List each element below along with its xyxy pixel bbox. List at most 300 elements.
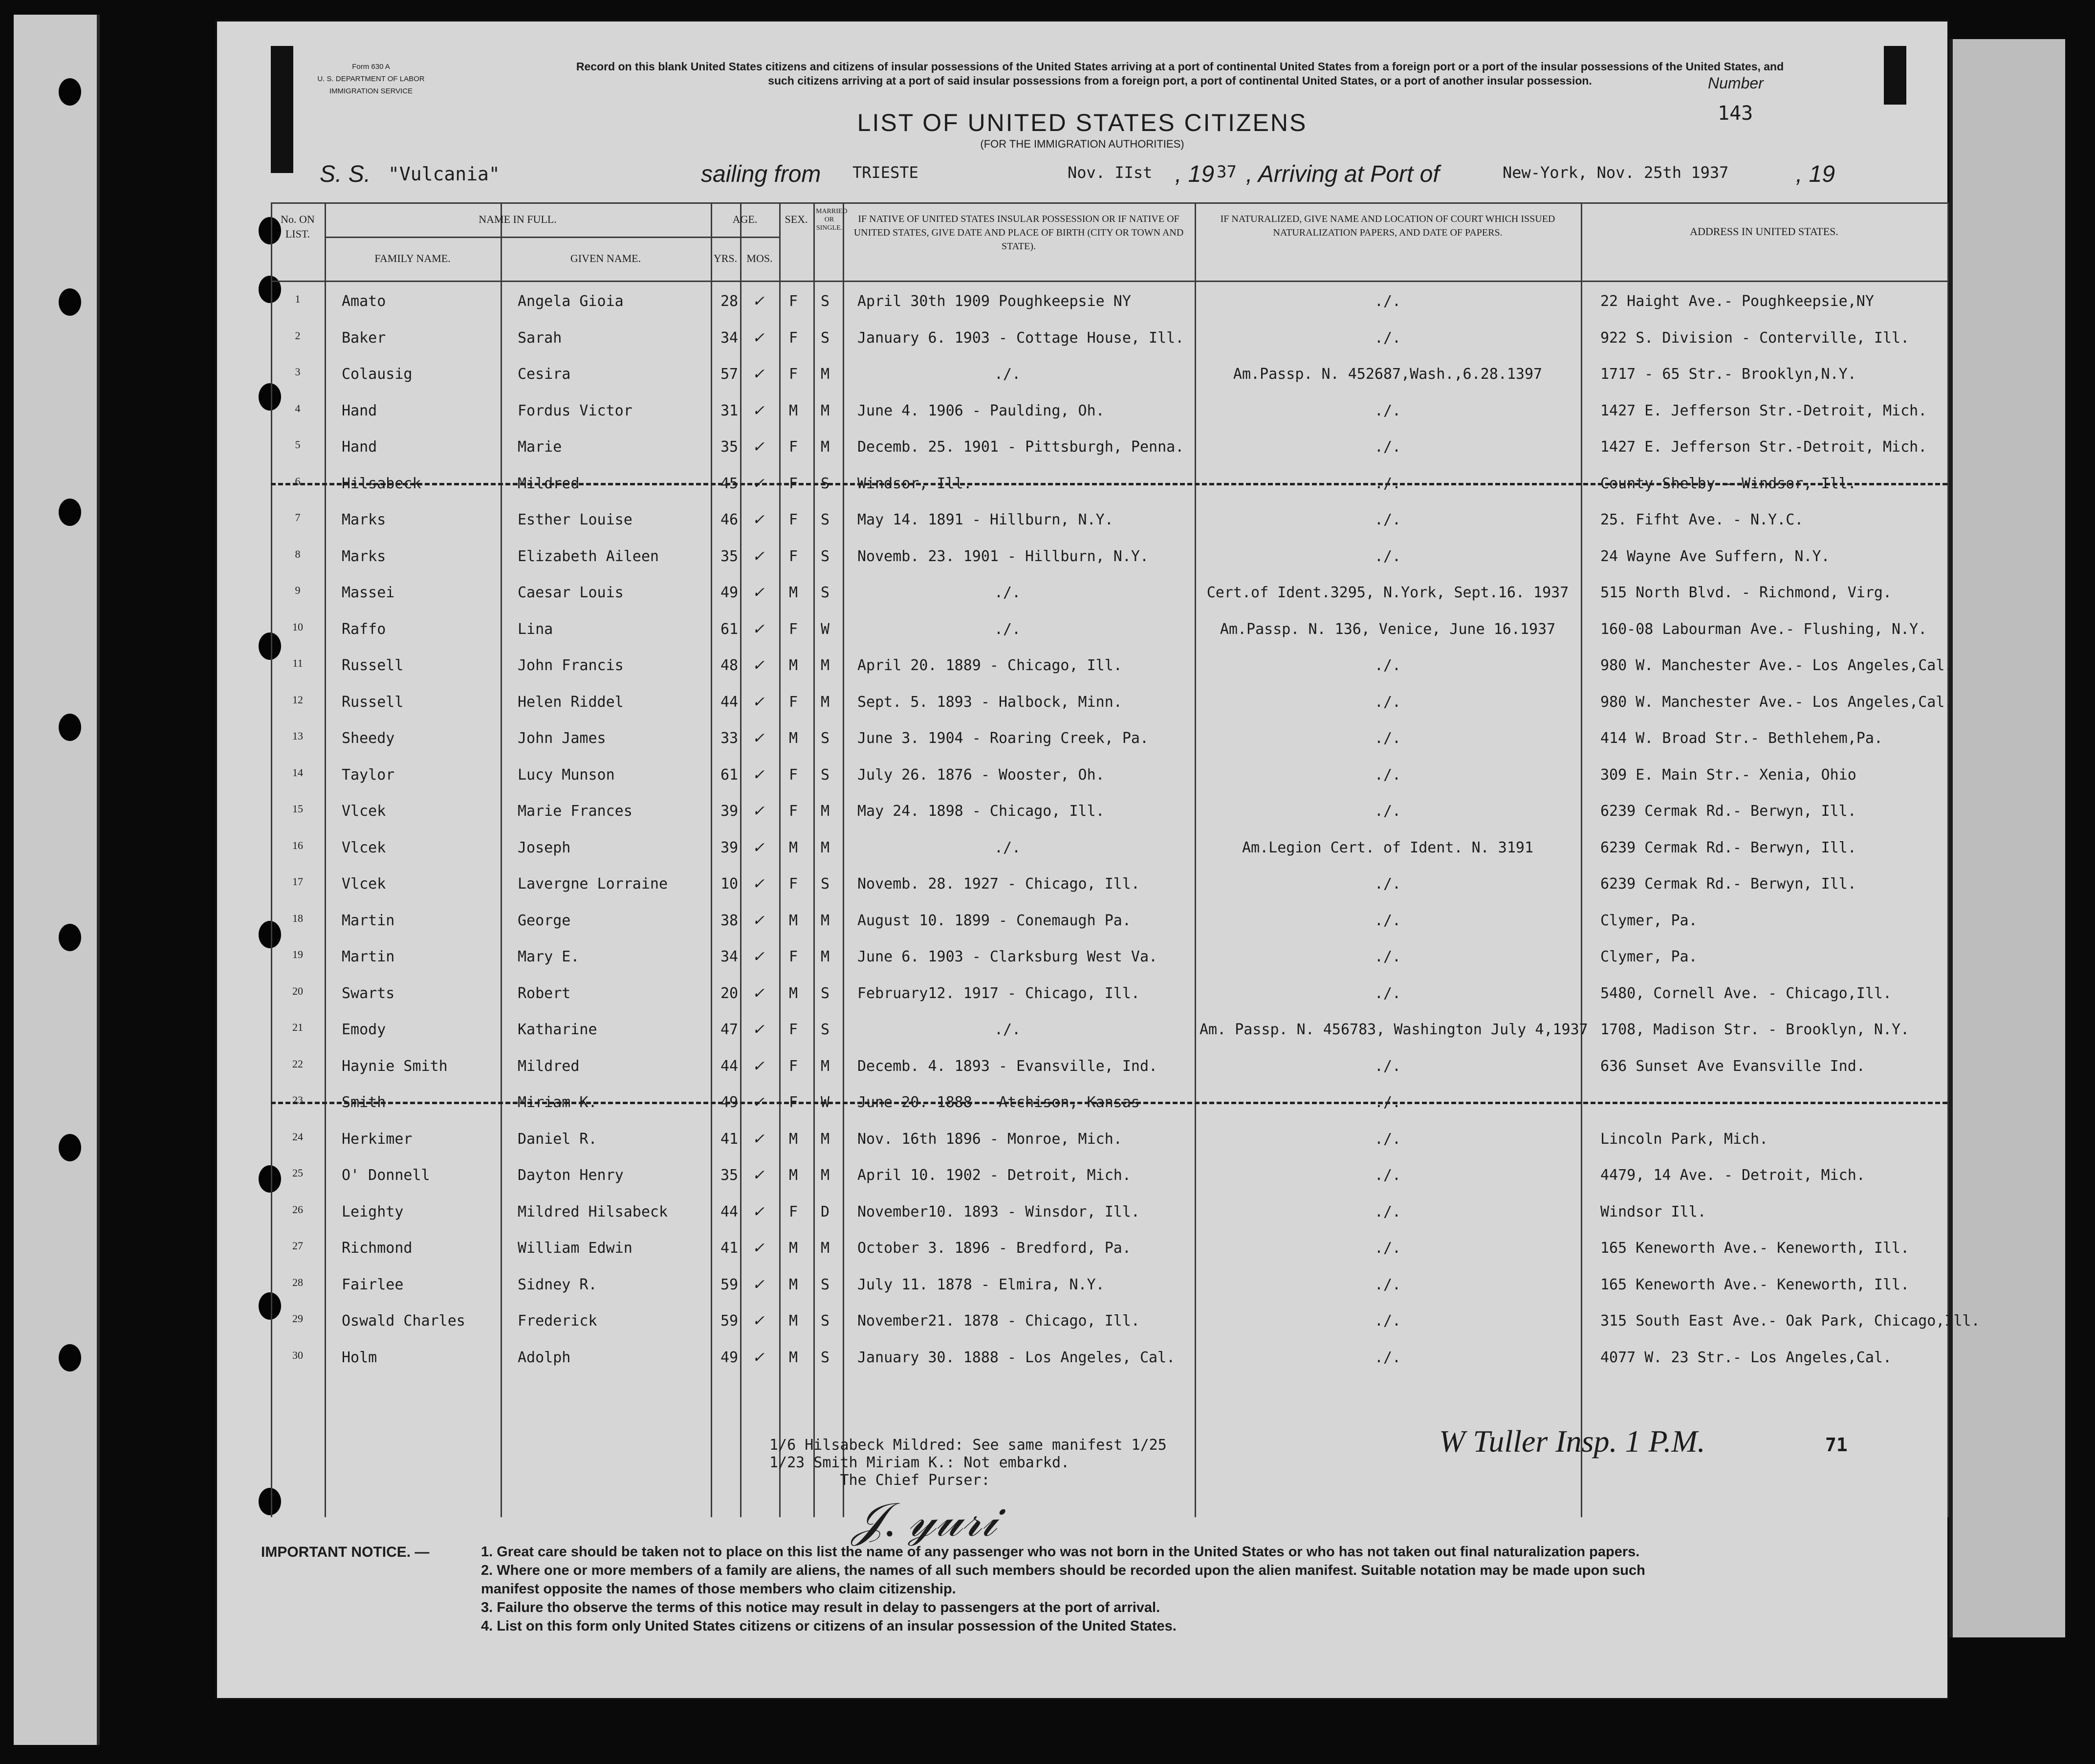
marital-status: M (821, 366, 830, 383)
marital-status: M (821, 803, 830, 820)
check-mark: ✓ (752, 730, 765, 746)
sex: F (789, 766, 798, 784)
family-name: Colausig (342, 366, 413, 383)
age-years: 49 (720, 584, 739, 601)
family-name: Fairlee (342, 1276, 404, 1293)
header-name-in-full: NAME IN FULL. (479, 213, 557, 225)
binder-strip (14, 15, 100, 1745)
row-number: 5 (295, 438, 301, 451)
address: 25. Fifht Ave. - N.Y.C. (1600, 511, 1804, 528)
page-title: LIST OF UNITED STATES CITIZENS (857, 109, 1308, 136)
age-years: 41 (720, 1240, 739, 1257)
check-mark: ✓ (752, 1349, 765, 1366)
family-name: Haynie Smith (342, 1057, 448, 1075)
year-suffix: 37 (1217, 162, 1237, 182)
family-name: Smith (342, 1094, 386, 1111)
given-name: Marie Frances (518, 803, 633, 820)
adjacent-page-edge (1948, 39, 2065, 1637)
birth-info: June 6. 1903 - Clarksburg West Va. (857, 948, 1158, 965)
inspector-signature: W Tuller Insp. 1 P.M. (1439, 1424, 1705, 1459)
sex: F (789, 1021, 798, 1038)
check-mark: ✓ (752, 803, 765, 819)
marital-status: S (821, 1021, 830, 1038)
marital-status: M (821, 948, 830, 965)
check-mark: ✓ (752, 621, 765, 637)
table-row (271, 693, 1954, 730)
birth-info: February12. 1917 - Chicago, Ill. (857, 984, 1140, 1002)
given-name: Esther Louise (518, 511, 633, 528)
marital-status: D (821, 1203, 830, 1220)
form-number: Form 630 A (352, 63, 390, 71)
marital-status: S (821, 293, 830, 310)
check-mark: ✓ (752, 329, 765, 346)
birth-info: July 11. 1878 - Elmira, N.Y. (857, 1276, 1105, 1293)
birth-info: January 30. 1888 - Los Angeles, Cal. (857, 1349, 1176, 1366)
given-name: Mary E. (518, 948, 580, 965)
check-mark: ✓ (752, 1167, 765, 1183)
family-name: Herkimer (342, 1130, 413, 1148)
naturalization-info: ./. (1374, 693, 1401, 711)
marital-status: M (821, 1167, 830, 1184)
age-years: 39 (720, 803, 739, 820)
check-mark: ✓ (752, 839, 765, 856)
family-name: Leighty (342, 1203, 404, 1220)
marital-status: S (821, 984, 830, 1002)
sex: M (789, 1312, 798, 1329)
row-number: 6 (295, 475, 301, 487)
birth-info: Windsor, Ill. (857, 475, 972, 492)
sex: F (789, 1203, 798, 1220)
strike-through-line (271, 483, 1947, 485)
address: 4479, 14 Ave. - Detroit, Mich. (1600, 1167, 1865, 1184)
table-row (271, 985, 1947, 1022)
age-years: 46 (720, 511, 739, 528)
marital-status: S (821, 1276, 830, 1293)
passenger-table (271, 202, 1980, 1517)
row-number: 7 (295, 511, 301, 523)
check-mark: ✓ (752, 766, 765, 783)
family-name: Marks (342, 511, 386, 528)
address: Lincoln Park, Mich. (1600, 1130, 1768, 1148)
naturalization-info: ./. (1374, 657, 1401, 674)
age-years: 20 (720, 984, 739, 1002)
table-row (271, 548, 1947, 585)
birth-info: ./. (994, 620, 1021, 638)
address: 4077 W. 23 Str.- Los Angeles,Cal. (1600, 1349, 1892, 1366)
check-mark: ✓ (752, 512, 765, 528)
sailing-label: sailing from (701, 161, 821, 187)
family-name: Hilsabeck (342, 475, 421, 492)
marital-status: S (821, 547, 830, 565)
address: 315 South East Ave.- Oak Park, Chicago,Ill. (1600, 1312, 1980, 1329)
table-row (271, 1094, 1947, 1131)
given-name: Mildred (518, 475, 580, 492)
age-years: 44 (720, 1203, 739, 1220)
age-years: 38 (720, 912, 739, 929)
notice-title: IMPORTANT NOTICE. — (261, 1544, 430, 1560)
age-years: 44 (720, 1057, 739, 1075)
given-name: Caesar Louis (518, 584, 624, 601)
marital-status: M (821, 912, 830, 929)
family-name: Marks (342, 547, 386, 565)
sex: M (789, 984, 798, 1002)
family-name: Hand (342, 402, 377, 419)
table-row (271, 438, 1947, 475)
sex: F (789, 1094, 798, 1111)
row-number: 17 (292, 875, 303, 888)
row-number: 4 (295, 402, 301, 414)
table-row (271, 511, 1947, 548)
notes: 1/6 Hilsabeck Mildred: See same manifest 1/25 1/23 Smith Miriam K.: Not embarkd. The Chief Purser: (769, 1437, 1167, 1489)
sex: M (789, 584, 798, 601)
birth-info: Novemb. 23. 1901 - Hillburn, N.Y. (857, 547, 1149, 565)
check-mark: ✓ (752, 912, 765, 929)
naturalization-info: ./. (1374, 1312, 1401, 1329)
given-name: John James (518, 730, 606, 747)
given-name: Sidney R. (518, 1276, 597, 1293)
marital-status: M (821, 1240, 830, 1257)
row-number: 22 (292, 1057, 303, 1070)
given-name: Helen Riddel (518, 693, 624, 711)
marital-status: W (821, 620, 830, 638)
check-mark: ✓ (752, 694, 765, 710)
address: 309 E. Main Str.- Xenia, Ohio (1600, 766, 1856, 784)
header-naturalized: IF NATURALIZED, GIVE NAME AND LOCATION OF COURT WHICH ISSUED NATURALIZATION PAPERS, AND DATE OF PAPERS. (1220, 214, 1555, 238)
family-name: Oswald Charles (342, 1312, 465, 1329)
birth-info: Sept. 5. 1893 - Halbock, Minn. (857, 693, 1122, 711)
family-name: Baker (342, 329, 386, 347)
binder-hole (59, 714, 81, 741)
table-row (271, 766, 1947, 803)
address: Windsor Ill. (1600, 1203, 1706, 1220)
header-no: No. ON LIST. (281, 213, 315, 240)
header-yrs: YRS. (713, 252, 738, 264)
family-name: Hand (342, 438, 377, 456)
family-name: Sheedy (342, 730, 395, 747)
given-name: Lina (518, 620, 553, 638)
family-name: Raffo (342, 620, 386, 638)
naturalization-info: Am. Passp. N. 456783, Washington July 4,1937 (1200, 1021, 1588, 1038)
family-name: Russell (342, 657, 404, 674)
naturalization-info: ./. (1374, 329, 1401, 347)
address: 1717 - 65 Str.- Brooklyn,N.Y. (1600, 366, 1856, 383)
birth-info: June 20. 1888 - Atchison, Kansas (857, 1094, 1140, 1111)
naturalization-info: ./. (1374, 730, 1401, 747)
row-number: 27 (292, 1240, 303, 1252)
family-name: Richmond (342, 1240, 413, 1257)
sex: M (789, 402, 798, 419)
given-name: Katharine (518, 1021, 597, 1038)
row-number: 16 (292, 839, 303, 851)
sex: M (789, 839, 798, 856)
given-name: John Francis (518, 657, 624, 674)
sex: F (789, 438, 798, 456)
header-given: GIVEN NAME. (570, 252, 641, 264)
naturalization-info: ./. (1374, 511, 1401, 528)
given-name: Lucy Munson (518, 766, 615, 784)
header-family: FAMILY NAME. (374, 252, 451, 264)
binder-hole (59, 924, 81, 951)
address: 515 North Blvd. - Richmond, Virg. (1600, 584, 1892, 601)
sex: M (789, 912, 798, 929)
check-mark: ✓ (752, 1058, 765, 1074)
marital-status: S (821, 766, 830, 784)
naturalization-info: ./. (1374, 1349, 1401, 1366)
age-years: 44 (720, 693, 739, 711)
sex: F (789, 693, 798, 711)
address: 6239 Cermak Rd.- Berwyn, Ill. (1600, 803, 1856, 820)
sex: F (789, 366, 798, 383)
marital-status: S (821, 511, 830, 528)
address: Clymer, Pa. (1600, 912, 1698, 929)
address: 165 Keneworth Ave.- Keneworth, Ill. (1600, 1240, 1910, 1257)
table-row (271, 293, 1947, 329)
table-row (271, 1240, 1947, 1276)
address: 165 Keneworth Ave.- Keneworth, Ill. (1600, 1276, 1910, 1293)
notice-item: 2. Where one or more members of a family are aliens, the names of all such members should be recorded upon the alien manifest. Suitable notation may be made upon such (481, 1563, 1645, 1578)
address: 22 Haight Ave.- Poughkeepsie,NY (1600, 293, 1874, 310)
page-subtitle: (FOR THE IMMIGRATION AUTHORITIES) (980, 138, 1184, 150)
number-label: Number (1708, 74, 1764, 92)
birth-info: May 24. 1898 - Chicago, Ill. (857, 803, 1105, 820)
sex: M (789, 1130, 798, 1148)
family-name: Massei (342, 584, 395, 601)
table-row (271, 839, 1947, 876)
naturalization-info: ./. (1374, 1167, 1401, 1184)
table-row (271, 912, 1947, 949)
naturalization-info: ./. (1374, 948, 1401, 965)
row-number: 19 (292, 948, 303, 960)
address: 1427 E. Jefferson Str.-Detroit, Mich. (1600, 402, 1927, 419)
address: 6239 Cermak Rd.- Berwyn, Ill. (1600, 875, 1856, 893)
sex: F (789, 875, 798, 893)
binder-hole (59, 1344, 81, 1372)
given-name: Frederick (518, 1312, 597, 1329)
birth-info: October 3. 1896 - Bredford, Pa. (857, 1240, 1131, 1257)
table-row (271, 1312, 1980, 1349)
sex: F (789, 511, 798, 528)
marital-status: S (821, 584, 830, 601)
sex: M (789, 1349, 798, 1366)
marital-status: M (821, 657, 830, 674)
row-number: 21 (292, 1021, 303, 1033)
naturalization-info: ./. (1374, 912, 1401, 929)
check-mark: ✓ (752, 949, 765, 965)
naturalization-info: ./. (1374, 875, 1401, 893)
age-years: 59 (720, 1276, 739, 1293)
birth-info: Novemb. 28. 1927 - Chicago, Ill. (857, 875, 1140, 893)
check-mark: ✓ (752, 1313, 765, 1329)
address: 1708, Madison Str. - Brooklyn, N.Y. (1600, 1021, 1910, 1038)
naturalization-info: ./. (1374, 402, 1401, 419)
year-end: , 19 (1796, 161, 1835, 187)
address: 24 Wayne Ave Suffern, N.Y. (1600, 547, 1830, 565)
given-name: Dayton Henry (518, 1167, 624, 1184)
record-note: Record on this blank United States citizens and citizens of insular possessions of the United States arriving at a port of continental United States from a foreign port or a port of the insular possessions of the United States, and such citizens arriving at a port of said insular possessions from a foreign port, a port of continental United States, or a port of another insular possession. (576, 60, 1784, 87)
binder-hole (59, 78, 81, 106)
given-name: Angela Gioia (518, 293, 624, 310)
age-years: 34 (720, 329, 739, 347)
check-mark: ✓ (752, 366, 765, 382)
age-years: 28 (720, 293, 739, 310)
check-mark: ✓ (752, 1022, 765, 1038)
sex: F (789, 803, 798, 820)
naturalization-info: ./. (1374, 475, 1401, 492)
given-name: Cesira (518, 366, 571, 383)
row-number: 9 (295, 584, 301, 596)
notice-items (481, 1543, 1918, 1635)
address: 414 W. Broad Str.- Bethlehem,Pa. (1600, 730, 1883, 747)
birth-info: April 10. 1902 - Detroit, Mich. (857, 1167, 1131, 1184)
row-number: 24 (292, 1130, 303, 1143)
page-number: 71 (1825, 1434, 1848, 1456)
table-row (271, 1203, 1947, 1240)
ss-label: S. S. (320, 161, 371, 187)
birth-info: April 30th 1909 Poughkeepsie NY (857, 293, 1131, 310)
birth-info: November21. 1878 - Chicago, Ill. (857, 1312, 1140, 1329)
binder-hole (59, 499, 81, 526)
check-mark: ✓ (752, 585, 765, 601)
row-number: 3 (295, 366, 301, 378)
sex: F (789, 948, 798, 965)
form-dept: U. S. DEPARTMENT OF LABOR (317, 75, 425, 83)
age-years: 35 (720, 1167, 739, 1184)
header-age: AGE. (732, 213, 758, 225)
table-row (271, 657, 1954, 694)
header-sex: SEX. (785, 213, 808, 225)
family-name: Martin (342, 912, 395, 929)
notice-item: 3. Failure tho observe the terms of this notice may result in delay to passengers at the port of arrival. (481, 1600, 1160, 1615)
naturalization-info: ./. (1374, 1094, 1401, 1111)
given-name: Miriam K. (518, 1094, 597, 1111)
table-row (271, 1131, 1947, 1167)
row-number: 8 (295, 547, 301, 560)
birth-info: May 14. 1891 - Hillburn, N.Y. (857, 511, 1113, 528)
row-number: 29 (292, 1312, 303, 1325)
marital-status: S (821, 730, 830, 747)
age-years: 35 (720, 438, 739, 456)
family-name: O' Donnell (342, 1167, 430, 1184)
table-row (271, 803, 1947, 839)
row-number: 10 (292, 620, 303, 633)
family-name: Taylor (342, 766, 395, 784)
row-number: 1 (295, 293, 301, 305)
age-years: 35 (720, 547, 739, 565)
naturalization-info: ./. (1374, 803, 1401, 820)
given-name: Fordus Victor (518, 402, 633, 419)
marital-status: M (821, 1057, 830, 1075)
table-row (271, 621, 1947, 657)
given-name: Robert (518, 984, 571, 1002)
sex: M (789, 657, 798, 674)
address: 1427 E. Jefferson Str.-Detroit, Mich. (1600, 438, 1927, 456)
address: Clymer, Pa. (1600, 948, 1698, 965)
given-name: Mildred Hilsabeck (518, 1203, 668, 1220)
marital-status: S (821, 1349, 830, 1366)
birth-info: August 10. 1899 - Conemaugh Pa. (857, 912, 1131, 929)
check-mark: ✓ (752, 1131, 765, 1147)
address: 160-08 Labourman Ave.- Flushing, N.Y. (1600, 620, 1927, 638)
family-name: Vlcek (342, 803, 386, 820)
row-number: 12 (292, 693, 303, 706)
naturalization-info: ./. (1374, 1240, 1401, 1257)
sex: F (789, 293, 798, 310)
table-row (271, 1276, 1947, 1313)
port-from: TRIESTE (852, 163, 918, 182)
check-mark: ✓ (752, 548, 765, 565)
row-number: 30 (292, 1349, 303, 1361)
given-name: Marie (518, 438, 562, 456)
sex: F (789, 329, 798, 347)
age-years: 49 (720, 1094, 739, 1111)
birth-info: July 26. 1876 - Wooster, Oh. (857, 766, 1105, 784)
row-number: 14 (292, 766, 303, 779)
age-years: 61 (720, 620, 739, 638)
family-name: Russell (342, 693, 404, 711)
table-row (271, 475, 1947, 512)
naturalization-info: ./. (1374, 984, 1401, 1002)
naturalization-info: Am.Legion Cert. of Ident. N. 3191 (1242, 839, 1534, 856)
given-name: Mildred (518, 1057, 580, 1075)
address: 6239 Cermak Rd.- Berwyn, Ill. (1600, 839, 1856, 856)
sex: M (789, 1167, 798, 1184)
address: 980 W. Manchester Ave.- Los Angeles,Cal. (1600, 693, 1954, 711)
header-address: ADDRESS IN UNITED STATES. (1690, 225, 1838, 238)
given-name: Adolph (518, 1349, 571, 1366)
check-mark: ✓ (752, 1203, 765, 1220)
row-number: 20 (292, 984, 303, 997)
marital-status: S (821, 1312, 830, 1329)
sex: F (789, 547, 798, 565)
age-years: 48 (720, 657, 739, 674)
row-number: 15 (292, 803, 303, 815)
family-name: Amato (342, 293, 386, 310)
sex: M (789, 1276, 798, 1293)
table-row (271, 329, 1947, 366)
sex: M (789, 730, 798, 747)
birth-info: ./. (994, 584, 1021, 601)
birth-info: ./. (994, 839, 1021, 856)
birth-info: Decemb. 4. 1893 - Evansville, Ind. (857, 1057, 1158, 1075)
row-number: 28 (292, 1276, 303, 1288)
given-name: Daniel R. (518, 1130, 597, 1148)
birth-info: June 3. 1904 - Roaring Creek, Pa. (857, 730, 1149, 747)
naturalization-info: Am.Passp. N. 452687,Wash.,6.28.1397 (1233, 366, 1543, 383)
ship-name: "Vulcania" (388, 163, 500, 185)
naturalization-info: ./. (1374, 547, 1401, 565)
age-years: 31 (720, 402, 739, 419)
form-service: IMMIGRATION SERVICE (329, 87, 413, 95)
table-row (271, 1167, 1947, 1203)
table-row (271, 875, 1947, 912)
age-years: 10 (720, 875, 739, 893)
header-married: MARRIED OR SINGLE. (816, 208, 848, 232)
row-number: 2 (295, 329, 301, 342)
birth-info: June 4. 1906 - Paulding, Oh. (857, 402, 1105, 419)
family-name: Vlcek (342, 875, 386, 893)
given-name: Sarah (518, 329, 562, 347)
marital-status: S (821, 875, 830, 893)
naturalization-info: ./. (1374, 293, 1401, 310)
address: County Shelby - Windsor, Ill. (1600, 475, 1856, 492)
given-name: George (518, 912, 571, 929)
check-mark: ✓ (752, 657, 765, 674)
naturalization-info: Cert.of Ident.3295, N.York, Sept.16. 1937 (1206, 584, 1569, 601)
notice-item: 1. Great care should be taken not to place on this list the name of any passenger who was not born in the United States or who has not taken out final naturalization papers. (481, 1544, 1640, 1560)
notice-item: manifest opposite the names of those members who claim citizenship. (481, 1581, 956, 1597)
table-row (271, 584, 1947, 621)
marital-status: M (821, 693, 830, 711)
